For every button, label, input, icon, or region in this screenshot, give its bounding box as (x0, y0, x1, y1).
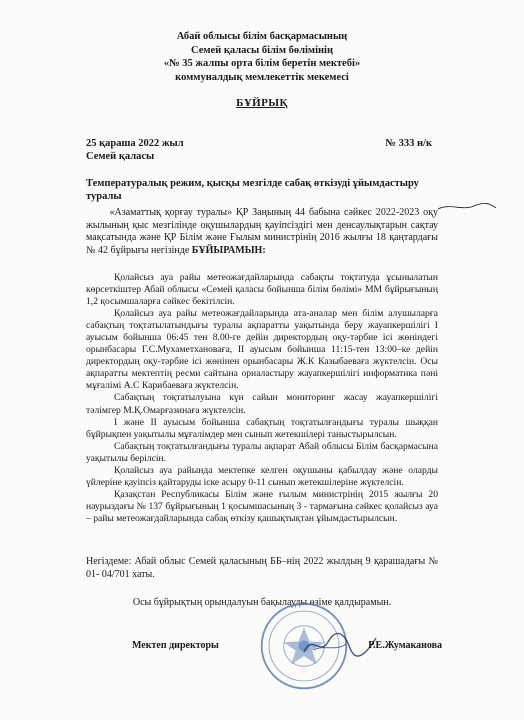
order-items (86, 272, 438, 525)
order-number: № 333 н/к (385, 138, 432, 149)
header-line-1: Абай облысы білім басқармасының (176, 31, 348, 42)
order-word: БҰЙЫРАМЫН: (191, 244, 266, 256)
preamble-text: «Азаматтық қорғау туралы» ҚР Заңының 44 бабына сәйкес 2022-2023 оқу жылының қыс мезгілінде оқушылардың қауіпсіздігі мен денсаулықтарын сақтау мақсатында және ҚР Білім және Ғылым министрінің 2016 жылғы 18 қаңтардағы № 42 бұйрығы негізінде (86, 207, 438, 256)
order-item: I және II ауысым бойынша сабақтың тоқтатылғандығы туралы шыққан бұйрықпен уақытылы мұғалімдер мен сынып жетекшілері таныстырылсын. (86, 416, 438, 440)
dateline (86, 137, 432, 163)
document-header (0, 30, 524, 84)
order-city: Семей қаласы (86, 151, 155, 162)
order-item: Сабақтың тоқтатылғандығы туралы ақпарат Абай облысы Білім басқармасына уақытылы берілсін. (86, 440, 438, 464)
document-title: БҰЙРЫҚ (236, 97, 288, 109)
order-item: Қолайсыз ауа райы метеожағдайларында ата-аналар мен білім алушыларға сабақтың тоқтатылатындығы туралы ақпаратты уақытында беру жауапкершілігі I ауысым бойынша 06:45 тен 8.00-ге дейін директордың оқу-тәрбие ісі жөніндегі орынбасары Г.С.Мухаметхановаға, II ауысым бойынша 11:15-тен 13:00–ке дейін директордың оқу-тәрбие ісі жөнінен орынбасары Ж.К Казыбаеваға жүктелсін. Осы ақпаратты мектептің ресми сайтына орналастыру жауапкершілігі информатика пәні мұғалімі А.С Карибаеваға жүктелсін. (86, 308, 438, 392)
director-position: Мектеп директоры (132, 640, 219, 651)
order-item: Қолайсыз ауа райында мектепке келген оқушыны қабылдау және оларды үйлеріне қауіпсіз қайтаруды іске асыру 0-11 сынып жетекшілеріне жүктелсін. (86, 464, 438, 488)
header-line-2: Семей қаласы білім бөлімінің (190, 44, 334, 56)
order-subject: Температуралық режим, қысқы мезгілде сабақ өткізуді ұйымдастыру туралы (86, 178, 419, 202)
control-statement: Осы бұйрықтың орындалуын бақылауды өзіме қалдырамын. (132, 597, 392, 608)
header-line-4: коммуналдық мемлекеттік мекемесі (175, 71, 349, 83)
basis-note: Негіздеме: Абай облыс Семей қаласының ББ–нің 2022 жылдың 9 қарашадағы № 01- 04/701 хаты. (86, 556, 438, 580)
order-item: Сабақтың тоқтатылуына күн сайын мониторинг жасау жауапкершілігі тәлімгер М.Қ.Омарғазинаға жүктелсін. (86, 392, 438, 416)
order-item: Қазақстан Республикасы Білім және ғылым министрінің 2015 жылғы 20 наурыздағы № 137 бұйрығының 1 қосымшасының 3 - тармағына сәйкес қолайсыз ауа – райы метеожағдайларында сабақ өткізу қашықтықтан ұйымдастырылсын. (86, 488, 438, 524)
order-date: 25 қараша 2022 жыл (86, 138, 184, 149)
director-name: Р.Е.Жумаканова (368, 640, 442, 651)
order-item: Қолайсыз ауа райы метеожағдайларында сабақты тоқтатуда ұсынылатын көрсеткіштер Абай облысы «Семей қаласы бойынша білім бөлімі» ММ бұйрығының 1,2 қосымшаларға сәйкес бекітілсін. (86, 272, 438, 308)
header-line-3: «№ 35 жалпы орта білім беретін мектебі» (163, 58, 361, 69)
handwritten-mark-icon (436, 201, 498, 213)
preamble (86, 207, 438, 257)
